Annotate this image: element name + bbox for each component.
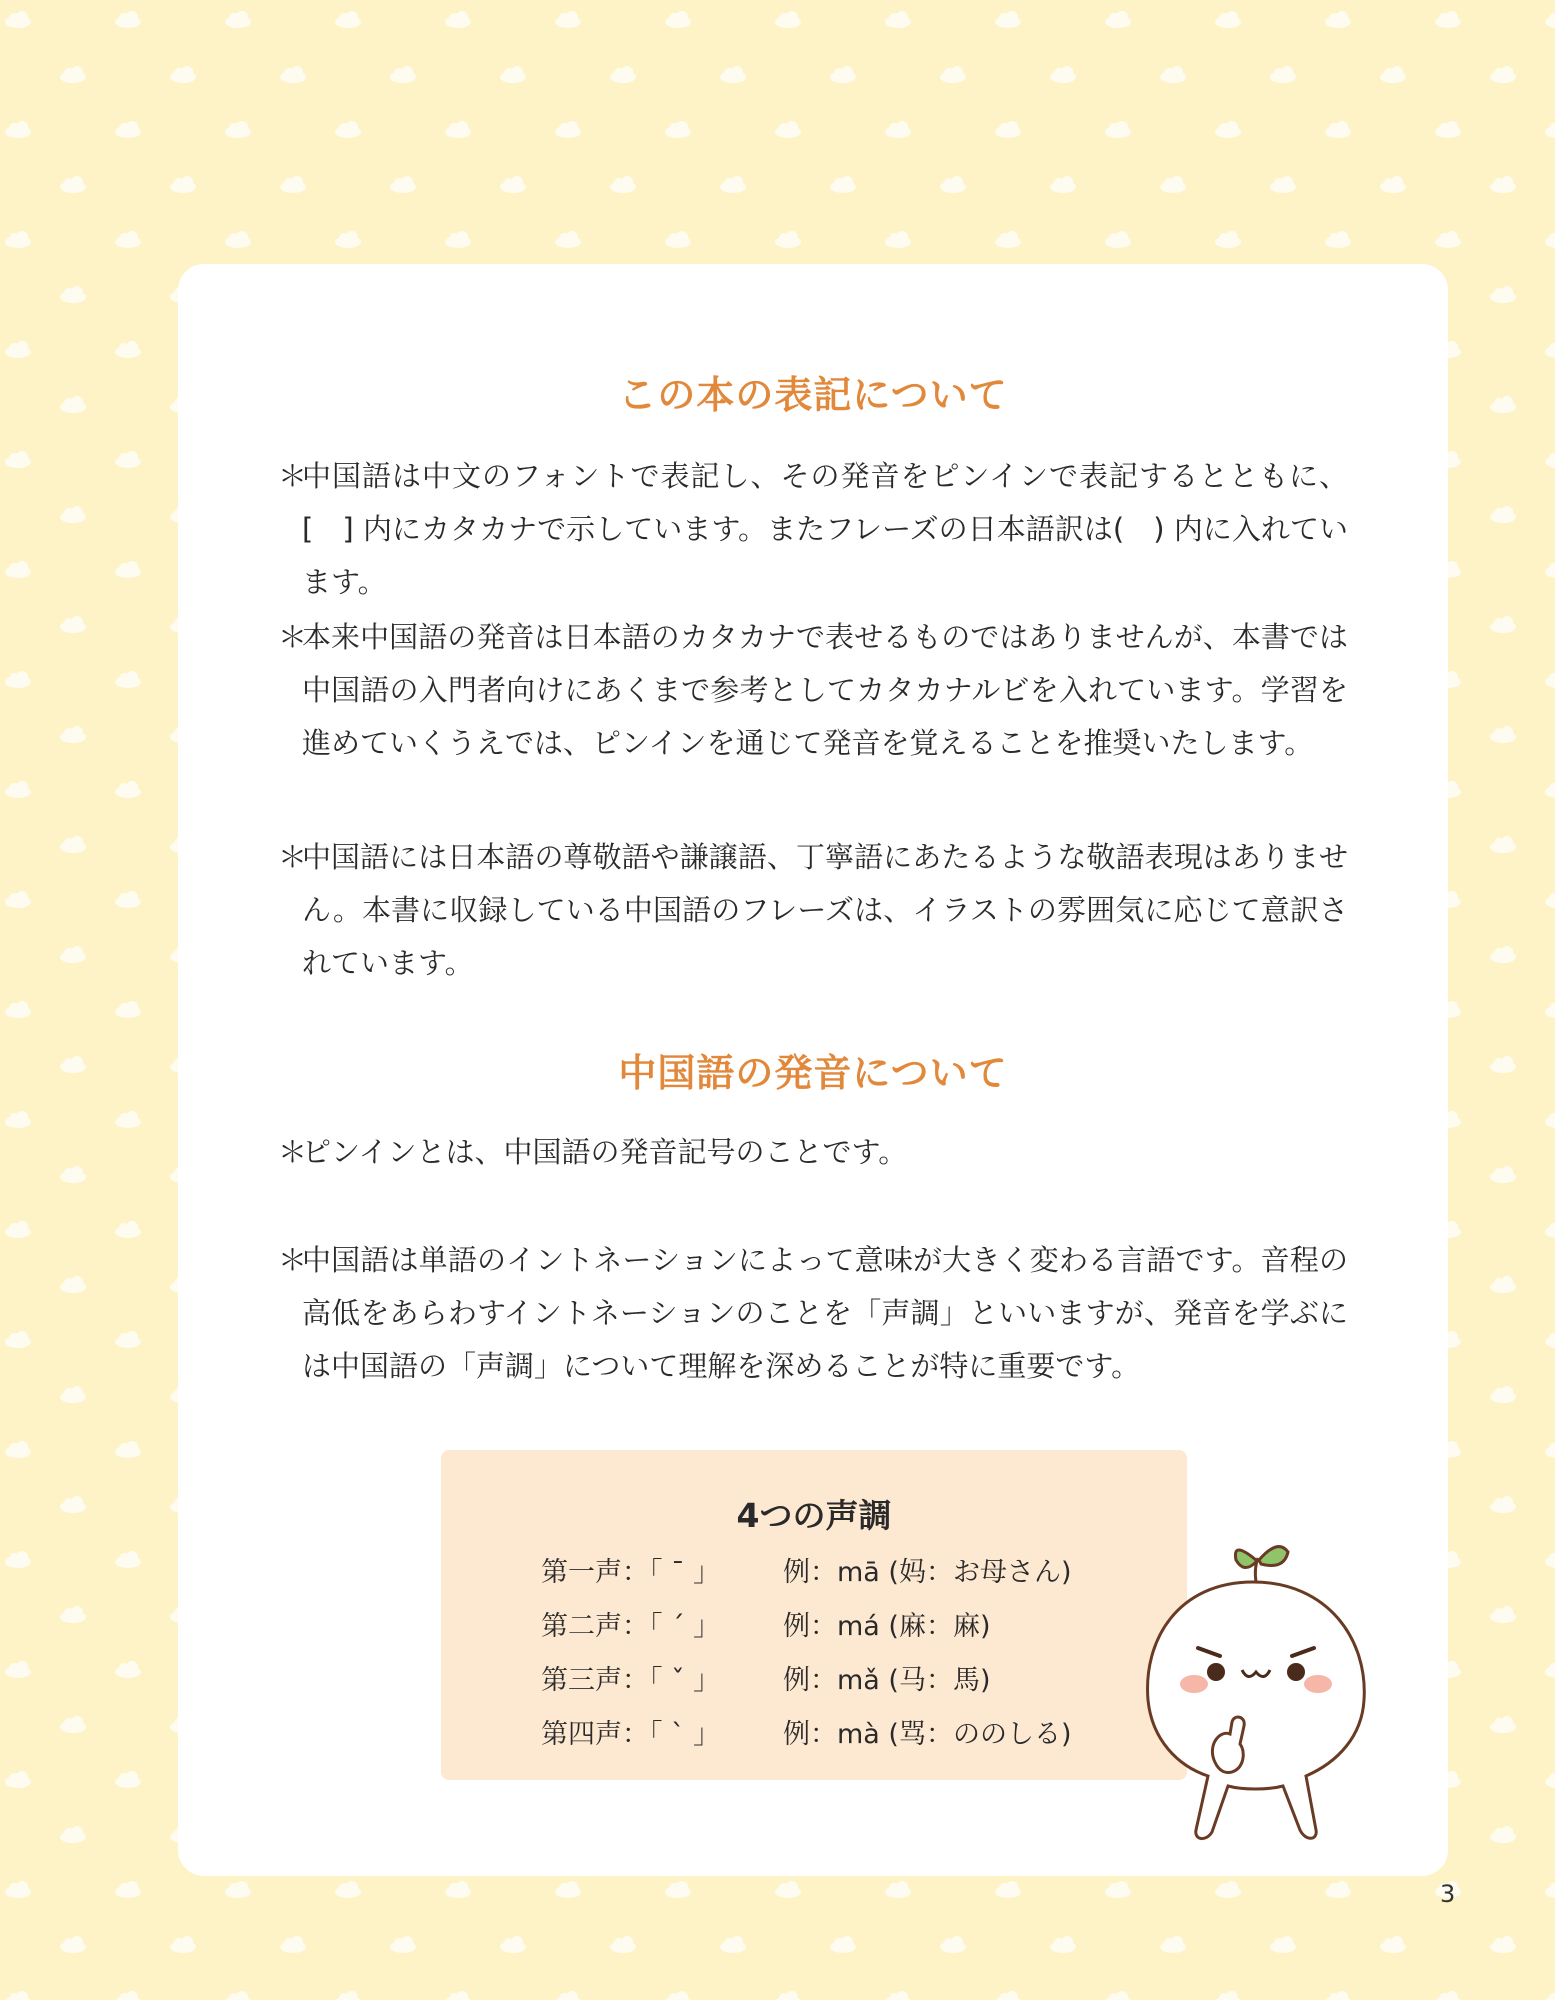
- tone-box-title: 4つの声調: [736, 1496, 892, 1535]
- note-item: ＊ 本来中国語の発音は日本語のカタカナで表せるものではありませんが、本書では中国語の入門者向けにあくまで参考としてカタカナルビを入れています。学習を進めていくうえでは、ピンインを通じて発音を覚えることを推奨いたします。: [278, 611, 1348, 770]
- page-number: 3: [1440, 1880, 1456, 1908]
- tone-name: 第三声：「 ˇ 」: [541, 1665, 721, 1696]
- section-title-pronunciation: 中国語の発音について: [618, 1051, 1008, 1095]
- tone-example: 例：mǎ (马：馬): [783, 1665, 991, 1696]
- note-item: ＊ 中国語には日本語の尊敬語や謙譲語、丁寧語にあたるような敬語表現はありません。本書に収録している中国語のフレーズは、イラストの雰囲気に応じて意訳されています。: [278, 831, 1348, 990]
- tone-name: 第二声：「 ˊ 」: [541, 1611, 721, 1642]
- note-item: ＊ 中国語は単語のイントネーションによって意味が大きく変わる言語です。音程の高低をあらわすイントネーションのことを「声調」といいますが、発音を学ぶには中国語の「声調」について理解を深めることが特に重要です。: [278, 1234, 1348, 1393]
- section-title-notation: この本の表記について: [618, 373, 1008, 417]
- note-item: ＊ ピンインとは、中国語の発音記号のことです。: [278, 1126, 1348, 1179]
- asterisk-icon: ＊: [278, 1243, 308, 1277]
- tone-box: [441, 1450, 1187, 1780]
- asterisk-icon: ＊: [278, 620, 308, 654]
- asterisk-icon: ＊: [278, 1135, 308, 1169]
- note-item: ＊ 中国語は中文のフォントで表記し、その発音をピンインで表記するとともに、[ ] 内にカタカナで示しています。またフレーズの日本語訳は( ) 内に入れています。: [278, 450, 1348, 609]
- tone-example: 例：má (麻：麻): [783, 1611, 991, 1642]
- tone-example: 例：mā (妈：お母さん): [783, 1557, 1072, 1588]
- asterisk-icon: ＊: [278, 459, 308, 493]
- tone-name: 第一声：「 ˉ 」: [541, 1557, 721, 1588]
- tone-name: 第四声：「 ˋ 」: [541, 1719, 721, 1750]
- sprout-character-icon: [1128, 1530, 1378, 1850]
- tone-example: 例：mà (骂：ののしる): [783, 1719, 1072, 1750]
- asterisk-icon: ＊: [278, 840, 308, 874]
